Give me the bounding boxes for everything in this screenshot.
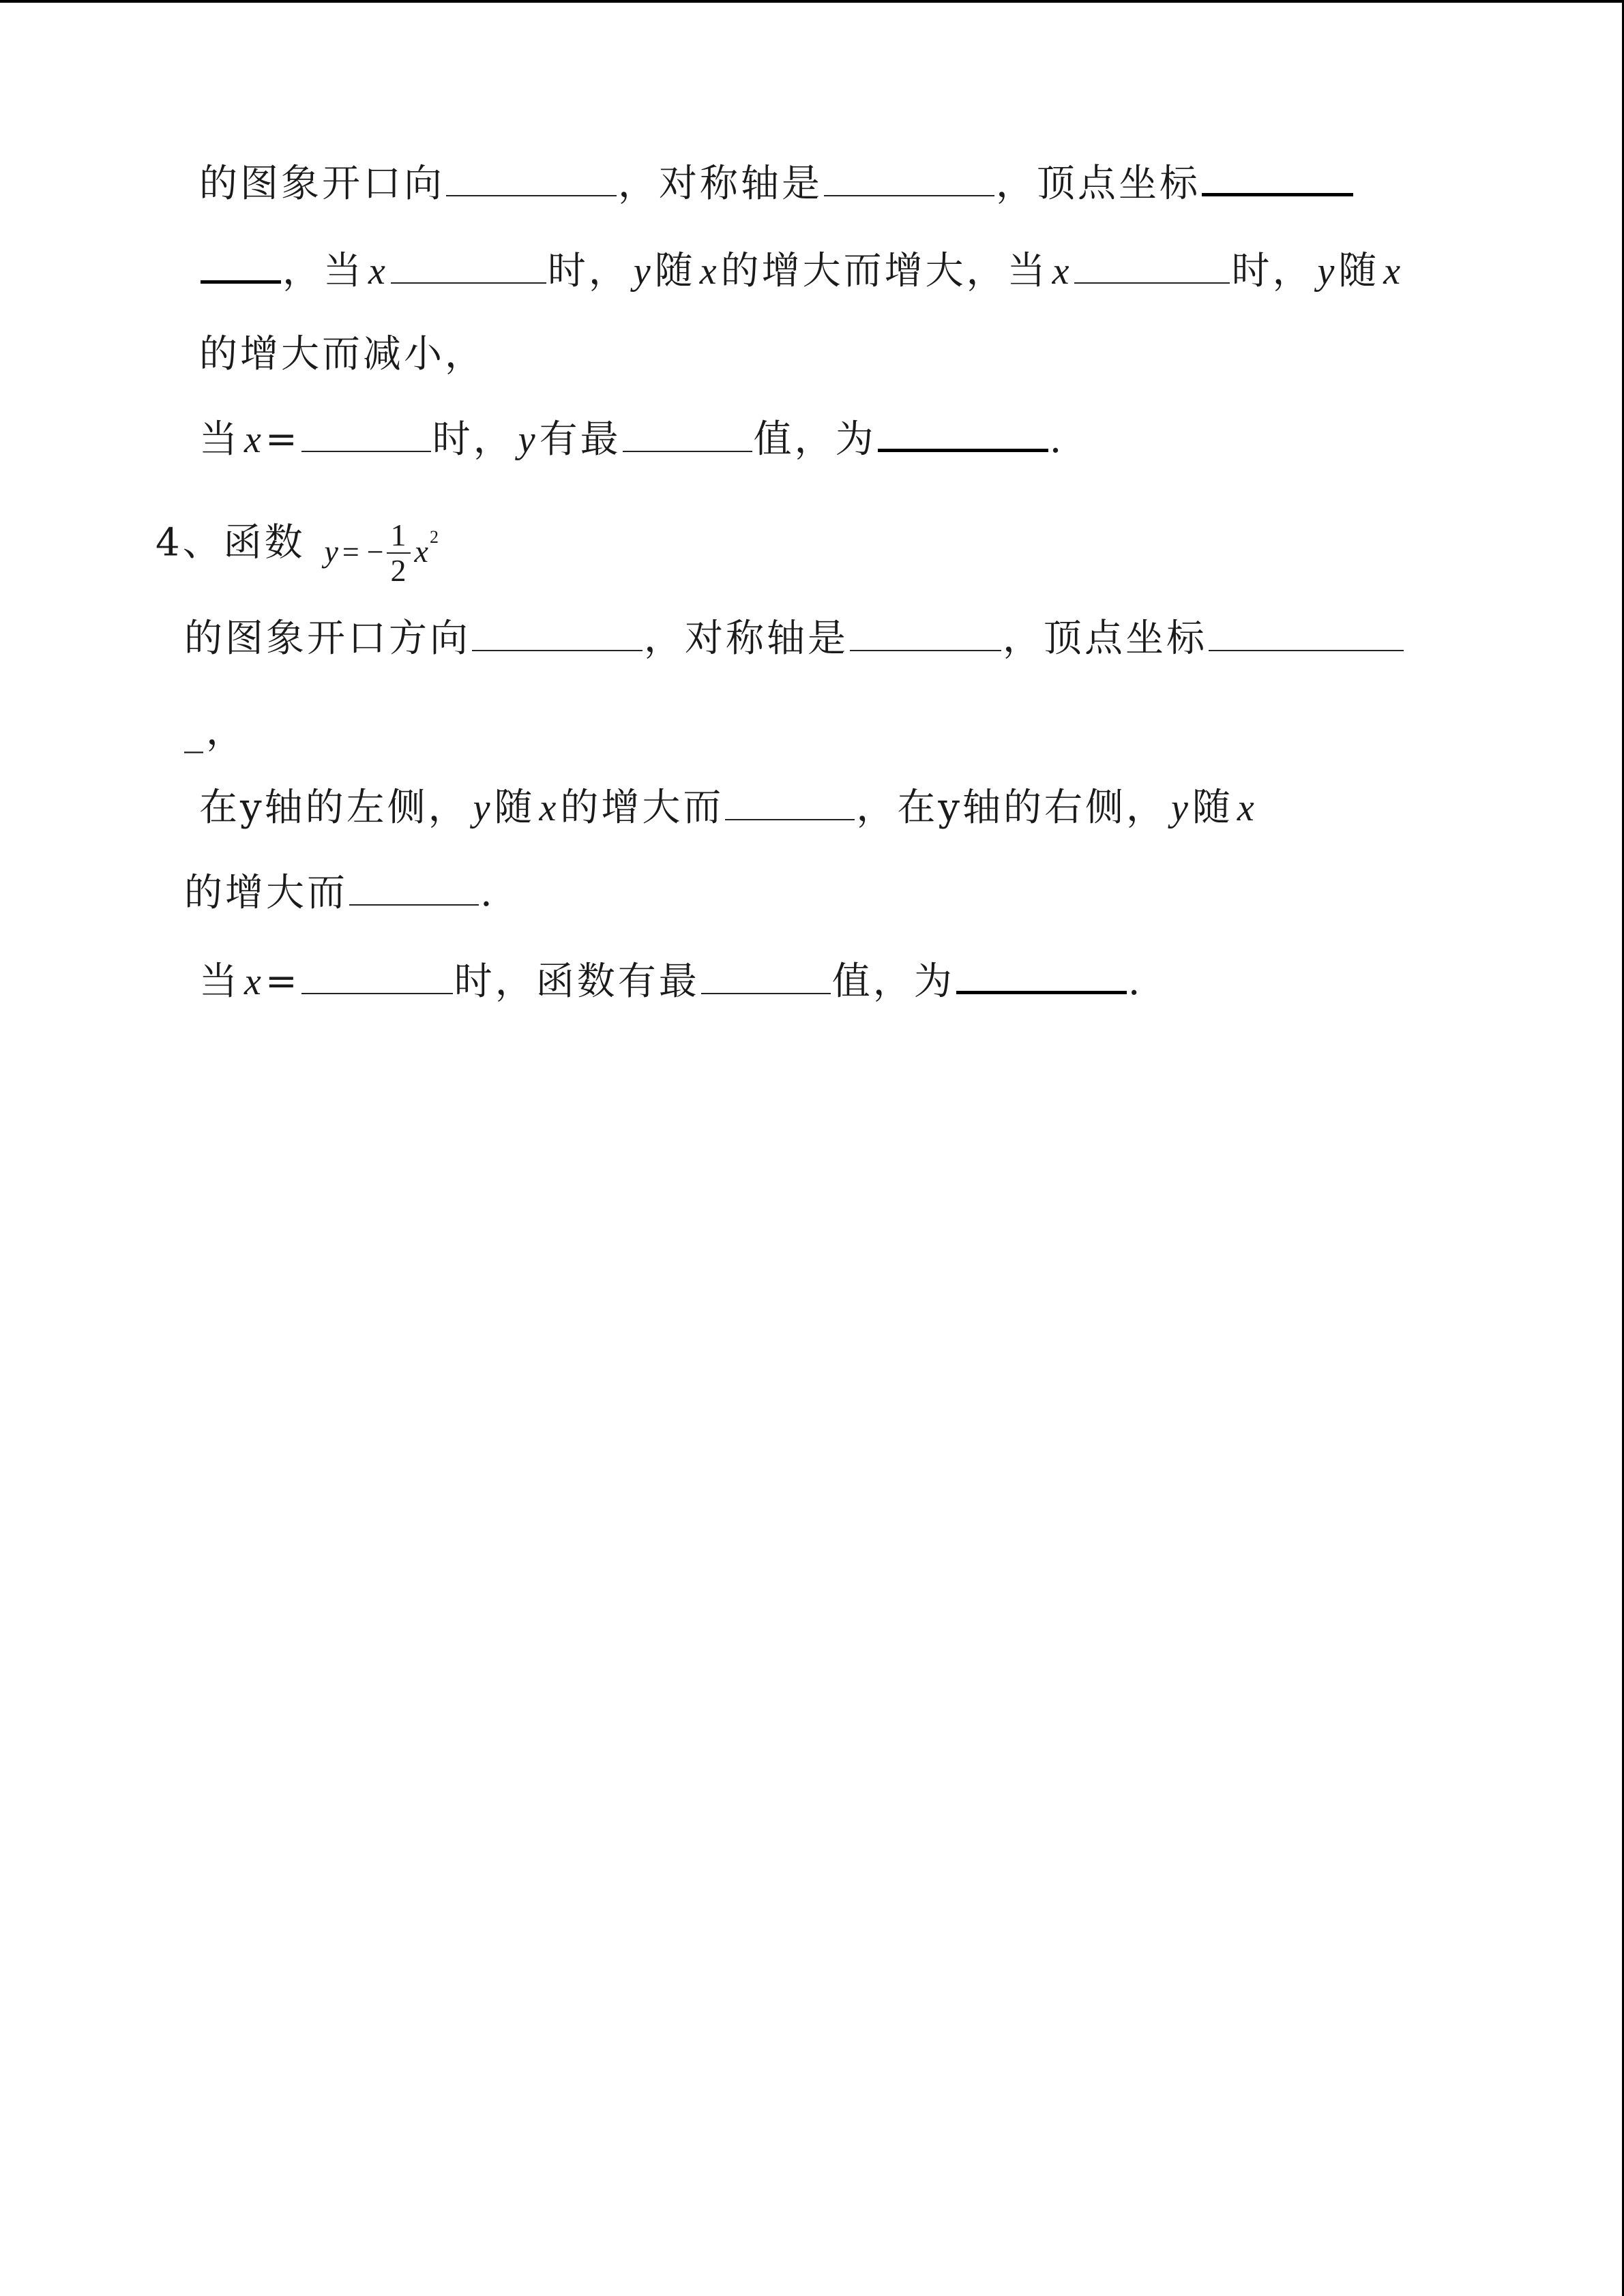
q3-text: 时，	[1231, 249, 1314, 293]
q4-text: .	[1127, 959, 1143, 1004]
q3-text: 的增大而减小，	[199, 332, 486, 376]
variable-x: x	[539, 787, 557, 829]
q3-text: 的图象开口向	[199, 162, 445, 206]
q4-blank-x-value[interactable]	[301, 987, 453, 994]
q3-text: ，对称轴是	[618, 162, 823, 206]
variable-x: x	[1052, 250, 1069, 293]
q4-text: 值，为	[831, 959, 955, 1004]
q4-text: 在y轴的左侧，	[199, 786, 469, 830]
q3-text: .	[1049, 417, 1065, 462]
exponent: 2	[429, 527, 439, 547]
variable-x: x	[244, 419, 261, 461]
q3-line-4	[199, 413, 1064, 467]
q3-text: ，顶点坐标	[996, 162, 1200, 206]
q3-text: 时，	[547, 249, 630, 293]
q3-line-1	[199, 157, 1355, 211]
variable-y: y	[1171, 787, 1188, 829]
variable-x: x	[1383, 250, 1401, 293]
q4-text: 随	[1192, 786, 1233, 830]
q3-blank-decrease-range[interactable]	[1074, 277, 1230, 284]
q4-text: 的图象开口方向	[184, 616, 471, 661]
q4-text: _，	[184, 709, 247, 754]
q3-text: 时，	[432, 417, 514, 462]
q3-text: 有最	[539, 417, 621, 462]
q4-text: ，在y轴的右侧，	[856, 786, 1167, 830]
q4-line-3	[199, 781, 1258, 835]
q3-blank-max-min[interactable]	[623, 445, 752, 452]
q3-text: 随	[654, 249, 696, 293]
q3-blank-increase-range[interactable]	[391, 277, 546, 284]
variable-x: x	[244, 961, 261, 1003]
q4-label: 4、函数	[156, 520, 306, 565]
q4-line-1	[184, 612, 1405, 666]
variable-x: x	[368, 250, 385, 293]
q4-text: .	[480, 871, 495, 915]
variable-x: x	[1237, 787, 1254, 829]
variable-y: y	[518, 419, 535, 461]
q4-blank-right-trend[interactable]	[349, 899, 479, 906]
q4-blank-vertex-part1[interactable]	[1209, 644, 1404, 651]
q4-text: 时，函数有最	[454, 959, 700, 1004]
q3-text: 值，为	[753, 417, 876, 462]
q3-blank-extreme-value[interactable]	[878, 443, 1048, 452]
variable-y: y	[1317, 250, 1335, 293]
q4-line-5	[199, 955, 1143, 1009]
q4-blank-axis-of-symmetry[interactable]	[850, 644, 1001, 651]
q4-blank-max-min[interactable]	[701, 987, 831, 994]
q3-line-2	[199, 244, 1404, 299]
q3-text: =	[265, 417, 300, 462]
page-top-border	[0, 0, 1624, 3]
variable-y: y	[473, 787, 490, 829]
q4-text: 随	[494, 786, 535, 830]
q3-blank-vertex-part1[interactable]	[1202, 188, 1353, 196]
fraction-one-half	[387, 518, 411, 588]
q4-blank-left-trend[interactable]	[725, 814, 855, 820]
q4-text: ，对称轴是	[644, 616, 848, 661]
fraction-denominator: 2	[390, 553, 407, 588]
q3-text: ，当	[282, 249, 364, 293]
q3-blank-axis-of-symmetry[interactable]	[824, 190, 994, 196]
variable-x: x	[414, 534, 428, 569]
variable-y: y	[633, 250, 651, 293]
q3-line-3	[199, 327, 486, 382]
variable-y: y	[324, 534, 338, 569]
fraction-numerator: 1	[387, 518, 411, 554]
formula-equals-minus: = −	[342, 535, 384, 569]
q4-heading	[156, 503, 439, 588]
q3-blank-x-value[interactable]	[301, 445, 431, 452]
q3-blank-opening-direction[interactable]	[446, 190, 617, 196]
variable-x: x	[699, 250, 717, 293]
q4-formula	[320, 503, 438, 588]
q4-blank-opening-direction[interactable]	[472, 644, 643, 651]
q3-text: 随	[1338, 249, 1380, 293]
q3-text: 的增大而增大，当	[720, 249, 1048, 293]
q3-text: 当	[199, 417, 240, 462]
q4-line-4	[184, 866, 495, 921]
q4-text: 的增大而	[184, 871, 348, 915]
q3-blank-vertex-part2[interactable]	[201, 275, 281, 284]
q4-text: =	[265, 959, 300, 1004]
q4-blank-extreme-value[interactable]	[956, 985, 1127, 994]
q4-text: ，顶点坐标	[1003, 616, 1207, 661]
q4-line-2	[184, 704, 247, 759]
q4-text: 当	[199, 959, 240, 1004]
q4-text: 的增大而	[560, 786, 724, 830]
